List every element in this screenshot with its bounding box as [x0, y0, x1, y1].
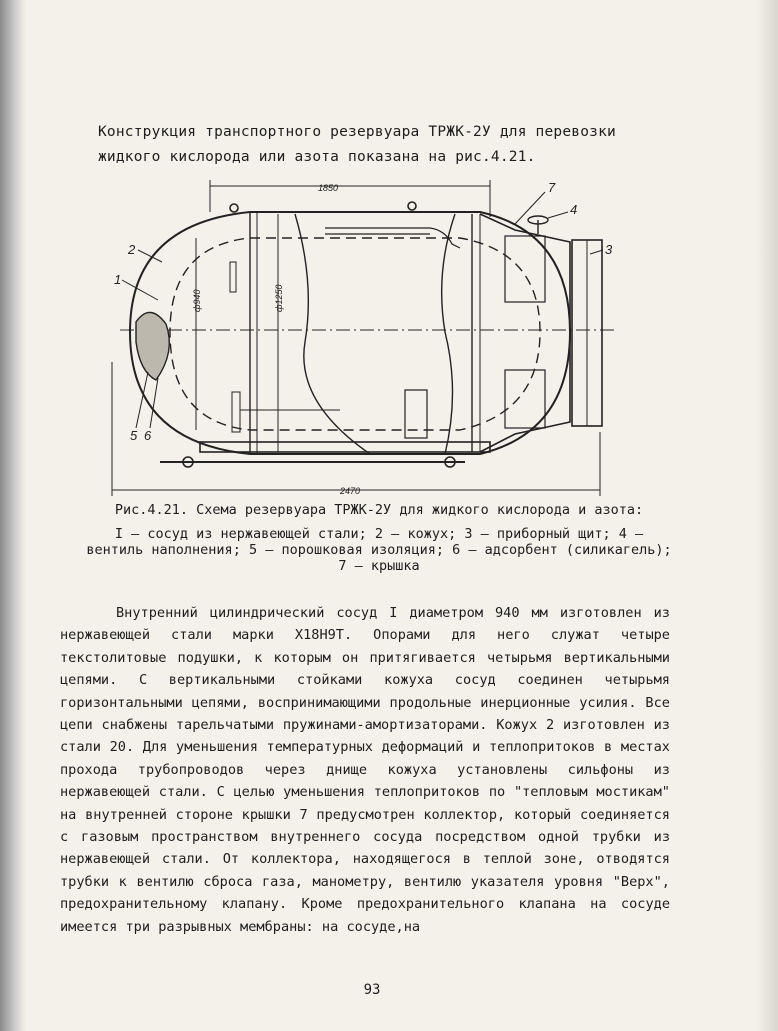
lifting-eye-left — [230, 204, 238, 212]
instrument-panel-top — [505, 236, 545, 302]
support-bracket — [405, 390, 427, 438]
page-edge-shadow — [756, 0, 778, 1031]
caption-title: Рис.4.21. Схема резервуара ТРЖК-2У для жидкого кислорода и азота: — [114, 502, 644, 518]
intro-paragraph — [98, 120, 658, 170]
cutaway-edge-right — [442, 214, 455, 454]
diameter-inner-label: ф940 — [192, 289, 202, 312]
callout-1: 1 — [114, 272, 122, 287]
top-dimension-label: 1850 — [318, 183, 339, 193]
callout-4-leader — [548, 212, 568, 218]
powder-insulation-cutaway — [136, 312, 169, 380]
page-binding-shadow — [0, 0, 26, 1031]
internal-bracket-top — [230, 262, 236, 292]
inner-vessel-outline — [170, 238, 540, 430]
callout-7: 7 — [548, 180, 556, 195]
callout-6-leader — [150, 378, 158, 428]
intro-text: Конструкция транспортного резервуара ТРЖК-2У для перевозки жидкого кислорода или азота показана на рис.4.21. — [98, 124, 616, 165]
tank-schematic — [100, 172, 640, 502]
callout-2: 2 — [128, 242, 136, 257]
instrument-panel-bottom — [505, 370, 545, 428]
page-number: 93 — [363, 982, 381, 998]
callout-1-leader — [122, 280, 158, 300]
bottom-dimension-label: 2470 — [340, 486, 361, 496]
callout-3: 3 — [605, 242, 613, 257]
caption-legend: I – сосуд из нержавеющей стали; 2 – кожух; 3 – приборный щит; 4 – вентиль наполнения; 5 – порошковая изоляция; 6 – адсорбент (силикагель); 7 – крышка — [86, 526, 672, 574]
internal-valve-unit — [232, 392, 240, 432]
tank-drawing-figure — [100, 172, 640, 502]
lifting-eye-right — [408, 202, 416, 210]
figure-caption — [84, 502, 674, 574]
cutaway-edge-left — [295, 214, 370, 454]
body-text: Внутренний цилиндрический сосуд I диаметром 940 мм изготовлен из нержавеющей стали марки Х18Н9Т. Опорами для него служат четыре текстолитовые подушки, к которым он притягивается четырьмя вертикальными цепями. С вертикальными стойками кожуха сосуд соединен четырьмя горизонтальными цепями, воспринимающими продольные инерционные усилия. Все цепи снабжены тарельчатыми пружинами-амортизаторами. Кожух 2 изготовлен из стали 20. Для уменьшения температурных деформаций и теплопритоков в местах прохода трубопроводов через днище кожуха установлены сильфоны из нержавеющей стали. С целью уменьшения теплопритоков по "тепловым мостикам" на внутренней стороне крышки 7 предусмотрен коллектор, который соединяется с газовым пространством внутреннего сосуда посредством одной трубки из нержавеющей стали. От коллектора, находящегося в теплой зоне, отводятся трубки к вентилю сброса газа, манометру, вентилю указателя уровня "Верх", предохранительному клапану. Кроме предохранительного клапана на сосуде имеется три разрывных мембраны: на сосуде,на — [60, 605, 670, 935]
callout-3-leader — [590, 250, 603, 254]
cover-lid — [480, 214, 570, 452]
callout-6: 6 — [144, 428, 152, 443]
callout-4: 4 — [570, 202, 578, 217]
body-paragraph — [60, 602, 670, 938]
diameter-outer-label: ф1250 — [274, 284, 284, 312]
callout-5: 5 — [130, 428, 138, 443]
callout-7-leader — [515, 192, 545, 224]
